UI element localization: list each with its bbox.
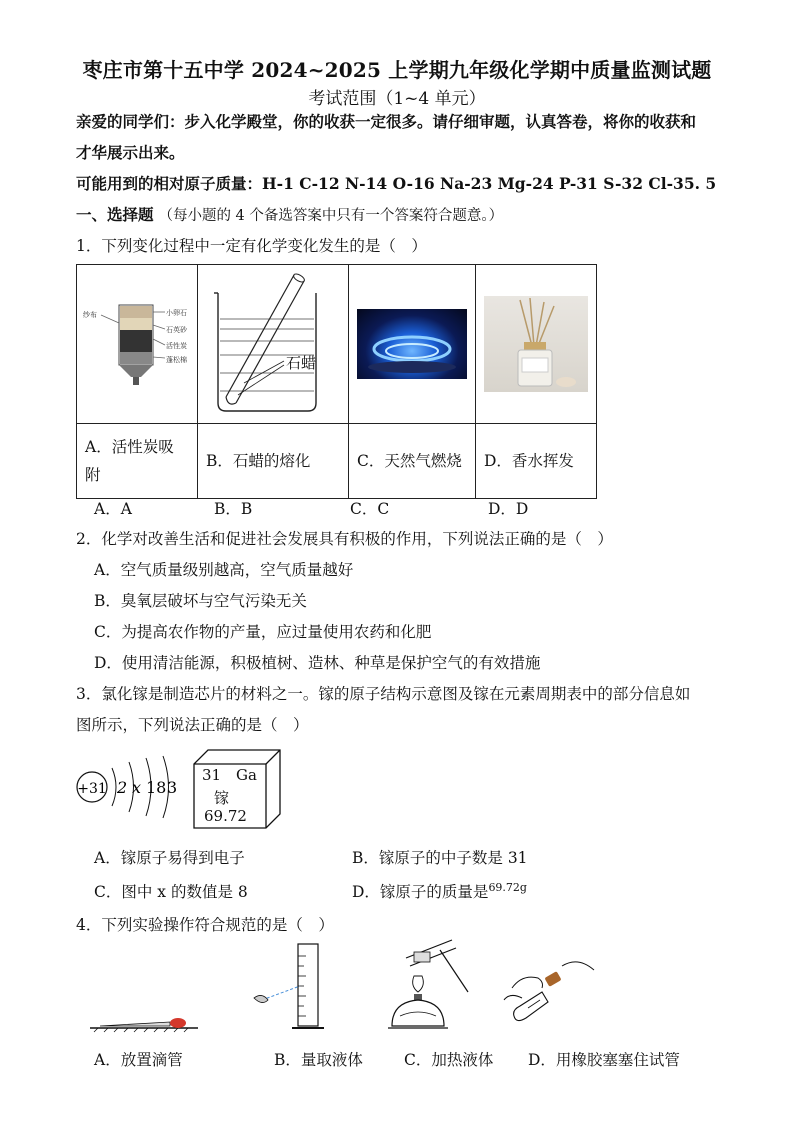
q1-image-c: [349, 265, 476, 424]
dropper-on-table-diagram: [88, 1010, 200, 1036]
q1-table: [76, 264, 597, 499]
shell-2: x: [132, 778, 142, 797]
q1-option-b: B．B: [214, 500, 253, 518]
label-cotton: 蓬松棉: [166, 356, 187, 364]
exam-title: 枣庄市第十五中学 2024~2025 上学期九年级化学期中质量监测试题: [82, 58, 712, 82]
element-name: 镓: [214, 789, 230, 807]
atomic-mass: 69.72: [204, 807, 247, 825]
heating-liquid-diagram: [384, 938, 474, 1036]
intro-line-2: 才华展示出来。: [76, 143, 185, 162]
q1-option-a: A．A: [94, 500, 132, 518]
eye-icon: [254, 995, 268, 1002]
atomic-number: 31: [202, 766, 222, 784]
graduated-cylinder-diagram: [250, 940, 340, 1036]
section-title: 一、选择题: [76, 205, 154, 224]
q3-stem-2: 图所示，下列说法正确的是（ ）: [76, 716, 309, 734]
q3-option-d-value: 69.72g: [488, 880, 527, 894]
shell-3: 18: [146, 778, 167, 797]
q3-option-d: D．镓原子的质量是$^{69.72g}$: [352, 880, 527, 901]
q3-stem-1: 3．氯化镓是制造芯片的材料之一。镓的原子结构示意图及镓在元素周期表中的部分信息如: [76, 685, 691, 703]
q2-option-c: C．为提高农作物的产量，应过量使用农药和化肥: [94, 623, 432, 641]
label-carbon: 活性炭: [166, 342, 187, 350]
test-tube: [226, 272, 306, 404]
gallium-atom-structure: [74, 744, 184, 830]
gas-flame-photo: [357, 309, 467, 379]
intro-line-1: 亲爱的同学们：步入化学殿堂，你的收获一定很多。请仔细审题，认真答卷，将你的收获和: [76, 112, 697, 131]
q4-option-b: B．量取液体: [274, 1051, 363, 1069]
q1-image-a: [77, 265, 198, 424]
q1-stem: 1．下列变化过程中一定有化学变化发生的是（ ）: [76, 237, 427, 255]
exam-scope: 考试范围（1~4 单元）: [308, 89, 486, 109]
wax-label: 石蜡: [286, 354, 317, 372]
q3-option-a: A．镓原子易得到电子: [94, 849, 245, 867]
sand-layer: [120, 318, 152, 330]
pebble-layer: [120, 306, 152, 318]
section-heading: [76, 203, 503, 225]
water-filter-diagram: [77, 265, 197, 419]
q1-cell-b: B．石蜡的熔化: [198, 424, 349, 499]
q2-option-a: A．空气质量级别越高，空气质量越好: [94, 561, 354, 579]
carbon-layer: [120, 330, 152, 352]
section-note: （每小题的 4 个备选答案中只有一个答案符合题意。）: [158, 208, 504, 224]
q1-cell-c: C．天然气燃烧: [349, 424, 476, 499]
perfume-photo: [484, 296, 588, 392]
q2-option-b: B．臭氧层破坏与空气污染无关: [94, 592, 307, 610]
nucleus-charge: +31: [77, 781, 107, 797]
label-pebble: 小卵石: [166, 309, 187, 317]
q4-stem: 4．下列实验操作符合规范的是（ ）: [76, 916, 334, 934]
q1-option-d: D．D: [488, 500, 529, 518]
atomic-masses: 可能用到的相对原子质量：H-1 C-12 N-14 O-16 Na-23 Mg-24 P-31 S-32 Cl-35. 5: [76, 174, 717, 193]
q1-cell-d: D．香水挥发: [476, 424, 597, 499]
q1-image-d: [476, 265, 597, 424]
shell-1: 2: [117, 778, 128, 797]
q4-option-a: A．放置滴管: [94, 1051, 183, 1069]
q3-option-b: B．镓原子的中子数是 31: [352, 849, 528, 867]
q4-option-d: D．用橡胶塞塞住试管: [528, 1051, 680, 1069]
label-gauze: 纱布: [83, 311, 97, 319]
stopper-tube-diagram: [502, 948, 610, 1038]
q2-option-d: D．使用清洁能源，积极植树、造林、种草是保护空气的有效措施: [94, 654, 541, 672]
periodic-table-cell: [192, 746, 284, 832]
element-symbol: Ga: [236, 766, 257, 784]
q4-option-c: C．加热液体: [404, 1051, 494, 1069]
q1-cell-a: A．活性炭吸 附: [77, 424, 198, 499]
cotton-layer: [120, 352, 152, 364]
q3-option-c: C．图中 x 的数值是 8: [94, 883, 248, 901]
beaker-wax-diagram: [198, 265, 348, 419]
q1-option-c: C．C: [350, 500, 390, 518]
shell-4: 3: [167, 778, 178, 797]
q2-stem: 2．化学对改善生活和促进社会发展具有积极的作用，下列说法正确的是（ ）: [76, 530, 613, 548]
label-quartz: 石英砂: [166, 326, 187, 334]
q1-image-b: [198, 265, 349, 424]
